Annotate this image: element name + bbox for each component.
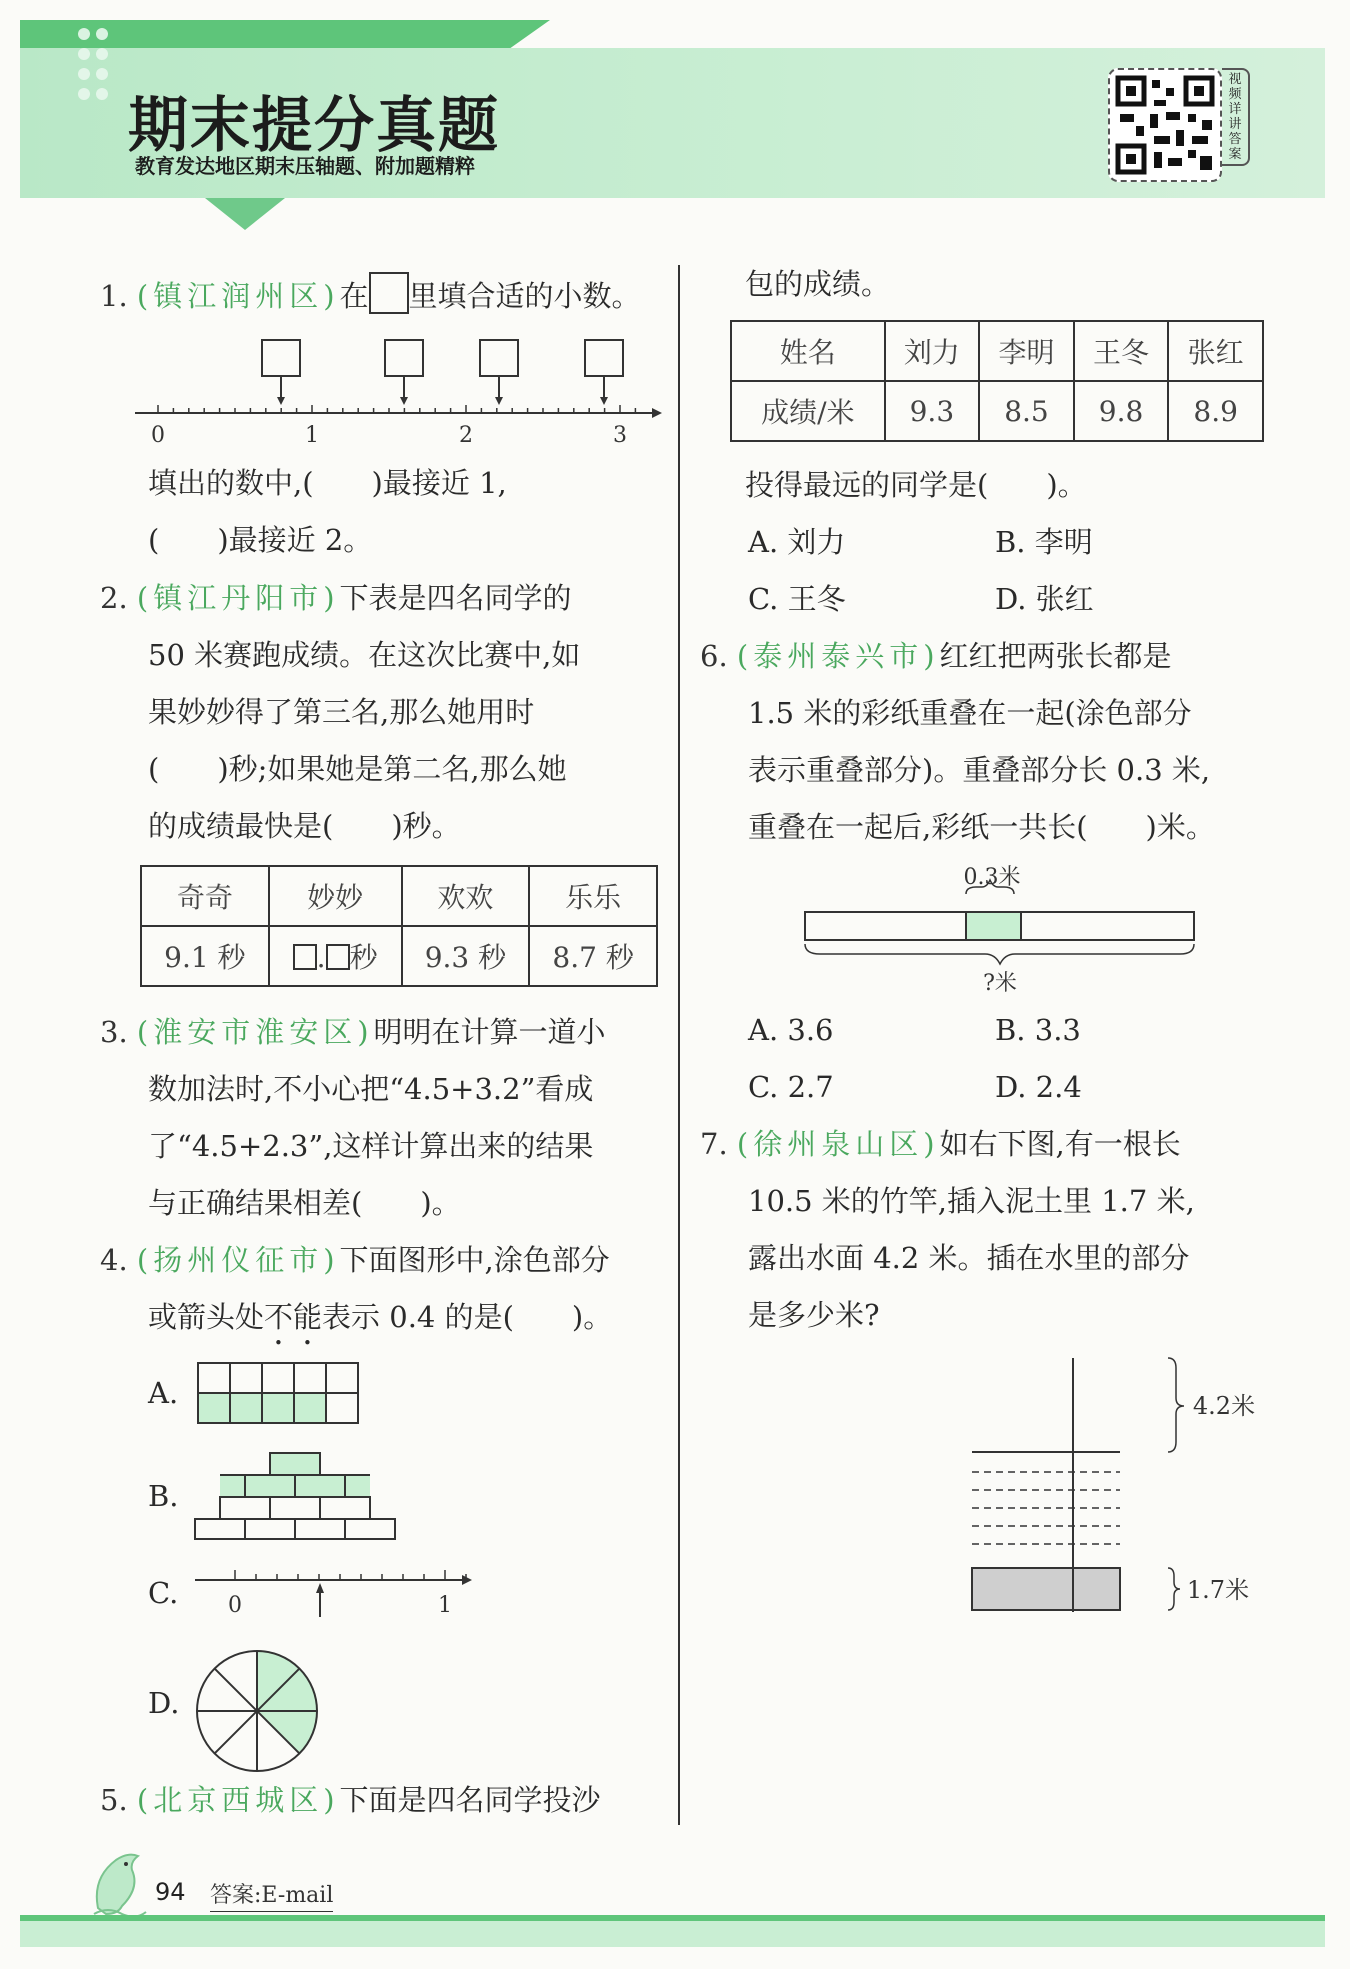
q4-c-tick-0: 0 <box>228 1593 242 1618</box>
q1-line2 <box>148 463 507 503</box>
q5-header-cell: 李明 <box>979 321 1074 381</box>
q1-line2-b: )最接近 1, <box>371 466 507 500</box>
q3-text-1: 明明在计算一道小 <box>373 1015 606 1049</box>
q7-soil-label: 1.7米 <box>1186 1576 1250 1604</box>
q4-option-c-label: C. <box>148 1576 179 1610</box>
q1-line3-b: )最接近 2。 <box>217 523 373 557</box>
q2-line1 <box>100 578 572 618</box>
q4-l2c: )。 <box>571 1300 613 1334</box>
q6-choice-c: C. 2.7 <box>748 1070 834 1104</box>
footer-band <box>20 1921 1325 1947</box>
q6-text-4 <box>748 807 1215 847</box>
q3-line1 <box>100 1012 606 1052</box>
q5-table <box>730 320 1264 442</box>
q1-number: 1. <box>100 279 128 313</box>
q5-choice-a: A. 刘力 <box>748 525 846 559</box>
q4-option-d-label: D. <box>148 1686 180 1720</box>
q5-l3a: 投得最远的同学是( <box>745 468 989 502</box>
q2-text-5 <box>148 806 461 846</box>
q2-unit: 秒 <box>349 941 378 974</box>
q6-region: (泰州泰兴市) <box>736 639 940 673</box>
q2-name-cell: 乐乐 <box>529 866 657 926</box>
q5-l3b: )。 <box>1046 468 1087 502</box>
q7-line1 <box>700 1124 1181 1164</box>
q6-number: 6. <box>700 639 728 673</box>
q1-region: (镇江润州区) <box>136 279 340 313</box>
q3-number: 3. <box>100 1015 128 1049</box>
q2-region: (镇江丹阳市) <box>136 581 340 615</box>
q6-text-2: 1.5 米的彩纸重叠在一起(涂色部分 <box>748 696 1192 730</box>
q4-c-tick-1: 1 <box>438 1593 452 1618</box>
q7-text-3: 露出水面 4.2 米。插在水里的部分 <box>748 1241 1190 1275</box>
q4-l2a: 或箭头处 <box>148 1300 265 1334</box>
q6-l4b: )米。 <box>1145 810 1215 844</box>
q5-score-cell: 9.8 <box>1074 381 1169 441</box>
q5-choice-b: B. 李明 <box>995 525 1093 559</box>
q1-tick-2: 2 <box>459 423 473 448</box>
q6-paper-diagram <box>800 862 1200 997</box>
column-divider <box>678 265 680 1825</box>
q6-l4a: 重叠在一起后,彩纸一共长( <box>748 810 1088 844</box>
q2-score-cell: 9.1 秒 <box>141 926 269 986</box>
q6-total-label: ?米 <box>983 971 1017 996</box>
q7-text-2: 10.5 米的竹竿,插入泥土里 1.7 米, <box>748 1184 1195 1218</box>
q3-region: (淮安市淮安区) <box>136 1015 374 1049</box>
q2-name-cell: 奇奇 <box>141 866 269 926</box>
q4-l2b: 表示 0.4 的是( <box>322 1300 514 1334</box>
page-number: 94 <box>155 1878 186 1906</box>
q2-l4b: )秒;如果她是第二名,那么她 <box>217 752 567 786</box>
q2-text-2: 50 米赛跑成绩。在这次比赛中,如 <box>148 638 581 672</box>
q3-l4a: 与正确结果相差( <box>148 1186 363 1220</box>
q1-line3 <box>148 520 372 560</box>
q7-number: 7. <box>700 1127 728 1161</box>
q5-region: (北京西城区) <box>136 1783 340 1817</box>
q4-option-c-number-line <box>190 1555 480 1625</box>
q6-choice-b: B. 3.3 <box>995 1013 1081 1047</box>
q5-line1 <box>100 1780 601 1820</box>
page-subtitle: 教育发达地区期末压轴题、附加题精粹 <box>135 154 475 178</box>
q3-l4b: )。 <box>420 1186 461 1220</box>
q6-text-1: 红红把两张长都是 <box>939 639 1172 673</box>
q3-text-2: 数加法时,不小心把“4.5+3.2”看成 <box>148 1072 594 1106</box>
dolphin-logo-icon <box>88 1848 150 1920</box>
q5-score-cell: 8.5 <box>979 381 1074 441</box>
q6-overlap-label: 0.3米 <box>963 865 1021 890</box>
q5-score-cell: 8.9 <box>1168 381 1263 441</box>
q2-l4a: ( <box>148 752 160 786</box>
page-title: 期末提分真题 <box>128 91 500 161</box>
q4-emphasis: 不能 <box>264 1300 323 1334</box>
q1-line2-a: 填出的数中,( <box>148 466 314 500</box>
q5-number: 5. <box>100 1783 128 1817</box>
blank-box <box>293 944 317 970</box>
q3-text-4 <box>148 1183 461 1223</box>
q1-number-line <box>130 335 670 450</box>
q1-tick-0: 0 <box>151 423 165 448</box>
q7-above-label: 4.2米 <box>1192 1392 1256 1420</box>
q5-header-cell: 姓名 <box>731 321 885 381</box>
decorative-dots <box>78 28 114 100</box>
q4-number: 4. <box>100 1243 128 1277</box>
q5-header-cell: 张红 <box>1168 321 1263 381</box>
q7-text-1: 如右下图,有一根长 <box>939 1127 1181 1161</box>
q5-header-cell: 王冬 <box>1074 321 1169 381</box>
q5-text-2: 包的成绩。 <box>745 267 891 301</box>
q6-choice-a: A. 3.6 <box>748 1013 834 1047</box>
q2-text-1: 下表是四名同学的 <box>339 581 572 615</box>
q7-pole-diagram <box>960 1350 1260 1630</box>
q4-option-a-figure <box>196 1360 366 1430</box>
q3-text-3: 了“4.5+2.3”,这样计算出来的结果 <box>148 1129 594 1163</box>
q2-text-4 <box>148 749 567 789</box>
q5-text-1: 下面是四名同学投沙 <box>339 1783 601 1817</box>
q2-dot: . <box>316 941 326 974</box>
q4-option-b-label: B. <box>148 1479 179 1513</box>
q5-score-cell: 9.3 <box>885 381 980 441</box>
q1-text-b: 里填合适的小数。 <box>408 279 641 313</box>
q2-score-cell: 8.7 秒 <box>529 926 657 986</box>
q1-text-a: 在 <box>339 279 369 313</box>
q4-option-b-figure <box>190 1450 405 1540</box>
q1-line1 <box>100 272 641 316</box>
q2-name-cell: 妙妙 <box>269 866 402 926</box>
q1-tick-1: 1 <box>305 423 319 448</box>
q5-choice-c: C. 王冬 <box>748 582 846 616</box>
q2-l5a: 的成绩最快是( <box>148 809 334 843</box>
q1-blank-box <box>369 272 409 314</box>
q4-region: (扬州仪征市) <box>136 1243 340 1277</box>
q2-text-3: 果妙妙得了第三名,那么她用时 <box>148 695 535 729</box>
q2-l5b: )秒。 <box>391 809 461 843</box>
q4-option-a-label: A. <box>148 1376 179 1410</box>
q6-choice-d: D. 2.4 <box>995 1070 1082 1104</box>
q2-name-cell: 欢欢 <box>402 866 530 926</box>
blank-box <box>326 944 350 970</box>
q5-header-cell: 刘力 <box>885 321 980 381</box>
q4-line1 <box>100 1240 610 1280</box>
q5-choice-d: D. 张红 <box>995 582 1094 616</box>
q7-text-4: 是多少米? <box>748 1298 880 1332</box>
qr-code-icon[interactable] <box>1108 68 1222 182</box>
q5-row-label: 成绩/米 <box>731 381 885 441</box>
q4-option-d-circle <box>192 1646 322 1776</box>
answer-email-label: 答案:E-mail <box>210 1878 333 1912</box>
q2-number: 2. <box>100 581 128 615</box>
q2-score-cell: 9.3 秒 <box>402 926 530 986</box>
q5-text-3 <box>745 465 1087 505</box>
q4-text-2 <box>148 1297 612 1352</box>
header-pointer <box>205 198 285 230</box>
q1-tick-3: 3 <box>613 423 627 448</box>
qr-caption: 视频详讲答案 <box>1222 68 1250 166</box>
q2-score-blank <box>269 926 402 986</box>
q6-text-3: 表示重叠部分)。重叠部分长 0.3 米, <box>748 753 1211 787</box>
q6-line1 <box>700 636 1172 676</box>
q2-table <box>140 865 658 987</box>
q4-text-1: 下面图形中,涂色部分 <box>339 1243 610 1277</box>
q1-line3-a: ( <box>148 523 160 557</box>
q7-region: (徐州泉山区) <box>736 1127 940 1161</box>
